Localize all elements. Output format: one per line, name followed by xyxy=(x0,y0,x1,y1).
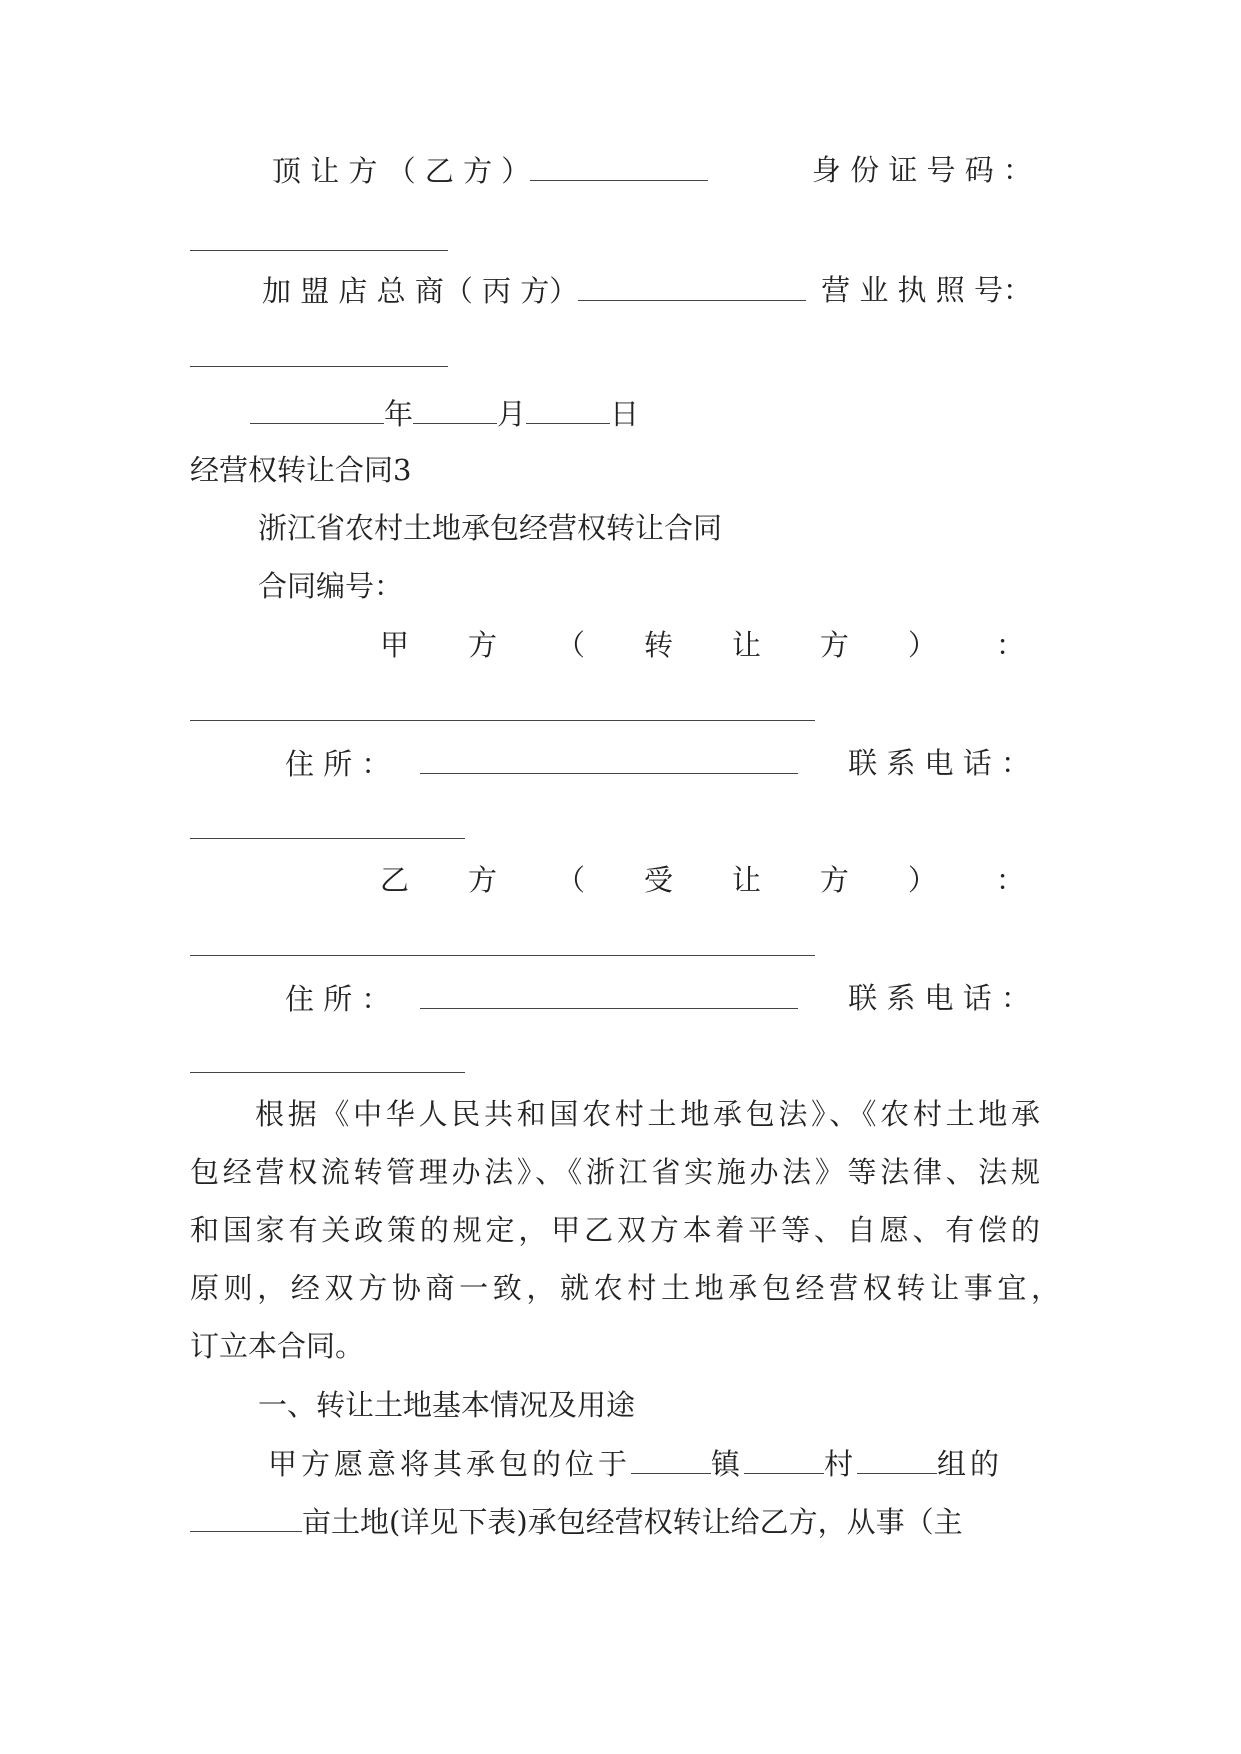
day-label: 日 xyxy=(610,397,640,431)
clause-1-rest: 亩土地(详见下表)承包经营权转让给乙方，从事（主 xyxy=(302,1505,963,1539)
village-blank xyxy=(744,1443,824,1474)
address-label: 住 所 ： xyxy=(285,747,391,781)
paragraph-line: 和国家有关政策的规定，甲乙双方本着平等、自愿、有偿的 xyxy=(190,1213,1040,1247)
party-a-char: （ xyxy=(555,628,585,662)
paragraph-line: 根据《中华人民共和国农村土地承包法》、《农村土地承 xyxy=(255,1097,1040,1131)
franchise-line xyxy=(262,270,1032,311)
party-b-name-blank xyxy=(190,955,815,956)
clause-1-line-2 xyxy=(190,1501,1060,1542)
party-b-address-line xyxy=(285,978,1030,1019)
clause-1-line-1 xyxy=(268,1443,1043,1484)
party-b-char: （ xyxy=(555,863,585,897)
day-blank xyxy=(526,393,610,424)
paragraph-line: 包经营权流转管理办法》、《浙江省实施办法》等法律、法规 xyxy=(190,1155,1040,1189)
paragraph-line: 原则，经双方协商一致，就农村土地承包经营权转让事宜， xyxy=(190,1271,1060,1305)
address-blank xyxy=(420,978,798,1009)
year-blank xyxy=(250,393,384,424)
party-b-char: ： xyxy=(995,863,1025,897)
section-title: 经营权转让合同3 xyxy=(190,453,412,487)
party-a-char: 让 xyxy=(731,628,761,662)
contract-number-label: 合同编号： xyxy=(258,569,404,603)
party-a-line xyxy=(380,625,1025,665)
group-blank xyxy=(857,1443,937,1474)
address-blank xyxy=(420,743,798,774)
id-number-label: 身 份 证 号 码 ： xyxy=(811,153,1032,187)
party-b-char: 让 xyxy=(731,863,761,897)
party-a-char: 方 xyxy=(467,628,497,662)
phone-blank xyxy=(190,1072,465,1073)
party-a-char: 方 xyxy=(819,628,849,662)
phone-label: 联 系 电 话 ： xyxy=(848,981,1030,1015)
party-a-char: ） xyxy=(907,628,937,662)
town-label: 镇 xyxy=(711,1447,745,1481)
assignee-name-blank xyxy=(530,150,708,181)
party-b-line xyxy=(380,860,1025,900)
license-number-label: 营 业 执 照 号： xyxy=(821,273,1032,307)
assignee-label: 顶 让 方 （ 乙 方 ） xyxy=(272,154,531,188)
area-blank xyxy=(190,1501,302,1532)
month-label: 月 xyxy=(497,397,527,431)
party-a-address-line xyxy=(285,743,1030,784)
clause-1-title: 一、转让土地基本情况及用途 xyxy=(258,1388,636,1422)
license-number-blank xyxy=(190,366,448,367)
paragraph-line: 订立本合同。 xyxy=(190,1329,365,1363)
village-label: 村 xyxy=(824,1447,858,1481)
address-label: 住 所 ： xyxy=(285,982,391,1016)
party-b-char: 受 xyxy=(643,863,673,897)
date-line xyxy=(250,393,1120,434)
party-b-char: ） xyxy=(907,863,937,897)
group-label: 组的 xyxy=(937,1447,1004,1481)
party-a-char: ： xyxy=(995,628,1025,662)
party-a-char: 转 xyxy=(643,628,673,662)
franchise-name-blank xyxy=(578,270,806,301)
month-blank xyxy=(413,393,497,424)
franchise-label: 加 盟 店 总 商（ 丙 方） xyxy=(262,274,579,308)
party-a-char: 甲 xyxy=(380,628,410,662)
party-b-char: 乙 xyxy=(380,863,410,897)
id-number-blank xyxy=(190,250,448,251)
clause-1-intro: 甲方愿意将其承包的位于 xyxy=(268,1447,632,1481)
year-label: 年 xyxy=(384,397,414,431)
assignee-line xyxy=(272,150,1032,191)
phone-label: 联 系 电 话 ： xyxy=(848,746,1030,780)
party-a-name-blank xyxy=(190,720,815,721)
town-blank xyxy=(631,1443,711,1474)
phone-blank xyxy=(190,838,465,839)
contract-title: 浙江省农村土地承包经营权转让合同 xyxy=(258,511,723,545)
party-b-char: 方 xyxy=(467,863,497,897)
party-b-char: 方 xyxy=(819,863,849,897)
